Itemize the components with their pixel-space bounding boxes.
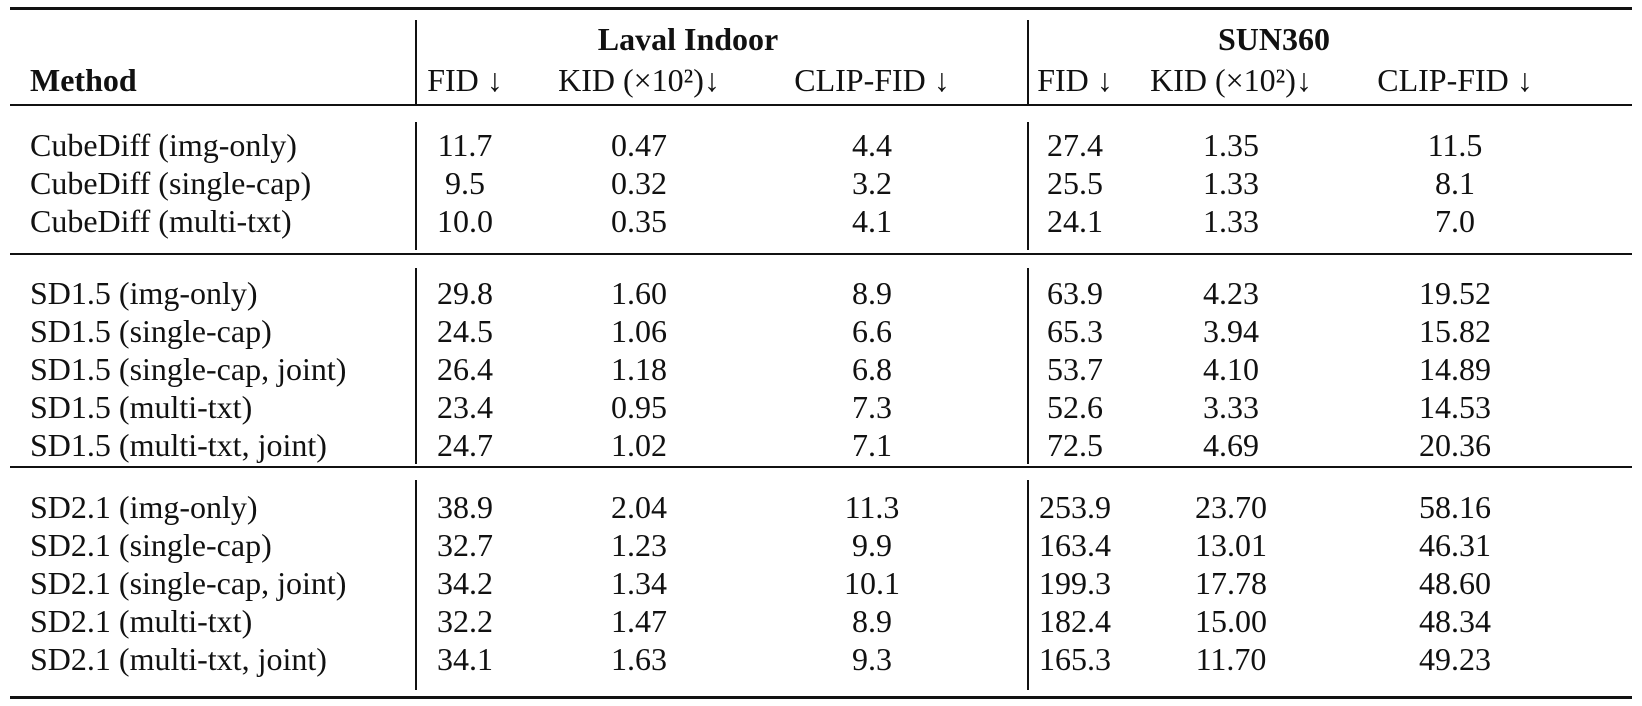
metric-value: 1.33 (1203, 203, 1259, 239)
metric-value: 65.3 (1047, 313, 1103, 349)
method-name: SD2.1 (single-cap) (30, 527, 272, 563)
metric-value: 32.7 (437, 527, 493, 563)
method-name: SD2.1 (multi-txt) (30, 603, 253, 639)
metric-value: 14.89 (1419, 351, 1491, 387)
metric-value: 29.8 (437, 275, 493, 311)
metric-value: 199.3 (1039, 565, 1111, 601)
metric-value: 0.32 (611, 165, 667, 201)
metric-value: 2.04 (611, 489, 667, 525)
metric-value: 11.5 (1427, 127, 1483, 163)
metric-value: 24.7 (437, 427, 493, 463)
metric-value: 1.35 (1203, 127, 1259, 163)
column-header: FID ↓ (427, 62, 503, 98)
column-header: KID (×10²)↓ (558, 62, 720, 98)
method-name: CubeDiff (multi-txt) (30, 203, 292, 239)
header-rule (10, 104, 1632, 106)
metric-value: 1.23 (611, 527, 667, 563)
metric-value: 25.5 (1047, 165, 1103, 201)
group-header: Laval Indoor (597, 21, 779, 57)
laval-separator (415, 122, 417, 250)
metric-value: 20.36 (1419, 427, 1491, 463)
sun360-separator (1027, 20, 1029, 104)
metric-value: 27.4 (1047, 127, 1103, 163)
metric-value: 9.3 (852, 641, 892, 677)
sun360-separator (1027, 480, 1029, 690)
metric-value: 4.4 (852, 127, 892, 163)
metric-value: 13.01 (1195, 527, 1267, 563)
metric-value: 6.8 (852, 351, 892, 387)
column-header: CLIP-FID ↓ (794, 62, 950, 98)
metric-value: 0.47 (611, 127, 667, 163)
metric-value: 38.9 (437, 489, 493, 525)
metric-value: 1.06 (611, 313, 667, 349)
metric-value: 14.53 (1419, 389, 1491, 425)
metric-value: 163.4 (1039, 527, 1111, 563)
metric-value: 58.16 (1419, 489, 1491, 525)
section-rule (10, 466, 1632, 468)
metric-value: 3.2 (852, 165, 892, 201)
metric-value: 46.31 (1419, 527, 1491, 563)
metric-value: 24.5 (437, 313, 493, 349)
column-header: KID (×10²)↓ (1150, 62, 1312, 98)
method-name: CubeDiff (single-cap) (30, 165, 312, 201)
metric-value: 0.35 (611, 203, 667, 239)
metric-value: 6.6 (852, 313, 892, 349)
sun360-separator (1027, 122, 1029, 250)
metric-value: 11.70 (1195, 641, 1267, 677)
metric-value: 0.95 (611, 389, 667, 425)
section-rule (10, 253, 1632, 255)
metric-value: 10.0 (437, 203, 493, 239)
method-name: SD2.1 (multi-txt, joint) (30, 641, 327, 677)
metric-value: 4.23 (1203, 275, 1259, 311)
laval-separator (415, 20, 417, 104)
metric-value: 19.52 (1419, 275, 1491, 311)
group-header: SUN360 (1217, 21, 1331, 57)
metric-value: 8.9 (852, 275, 892, 311)
column-header: CLIP-FID ↓ (1377, 62, 1533, 98)
metric-value: 49.23 (1419, 641, 1491, 677)
metric-value: 11.3 (844, 489, 900, 525)
method-header: Method (30, 62, 137, 98)
metric-value: 24.1 (1047, 203, 1103, 239)
metric-value: 34.1 (437, 641, 493, 677)
method-name: SD1.5 (single-cap, joint) (30, 351, 347, 387)
metric-value: 3.94 (1203, 313, 1259, 349)
metric-value: 53.7 (1047, 351, 1103, 387)
metric-value: 1.18 (611, 351, 667, 387)
metric-value: 3.33 (1203, 389, 1259, 425)
metric-value: 1.02 (611, 427, 667, 463)
sun360-separator (1027, 268, 1029, 464)
metric-value: 34.2 (437, 565, 493, 601)
metric-value: 1.33 (1203, 165, 1259, 201)
metric-value: 182.4 (1039, 603, 1111, 639)
metric-value: 10.1 (844, 565, 900, 601)
metric-value: 1.34 (611, 565, 667, 601)
metric-value: 1.60 (611, 275, 667, 311)
metric-value: 52.6 (1047, 389, 1103, 425)
metric-value: 63.9 (1047, 275, 1103, 311)
metric-value: 4.10 (1203, 351, 1259, 387)
metric-value: 4.1 (852, 203, 892, 239)
metric-value: 15.00 (1195, 603, 1267, 639)
metric-value: 1.63 (611, 641, 667, 677)
metric-value: 7.3 (852, 389, 892, 425)
metric-value: 7.1 (852, 427, 892, 463)
top-rule (10, 7, 1632, 10)
metric-value: 7.0 (1435, 203, 1475, 239)
metric-value: 8.1 (1435, 165, 1475, 201)
metric-value: 11.7 (437, 127, 493, 163)
method-name: SD1.5 (single-cap) (30, 313, 272, 349)
laval-separator (415, 268, 417, 464)
column-header: FID ↓ (1037, 62, 1113, 98)
metric-value: 8.9 (852, 603, 892, 639)
metric-value: 9.9 (852, 527, 892, 563)
method-name: SD1.5 (multi-txt) (30, 389, 253, 425)
method-name: SD2.1 (img-only) (30, 489, 258, 525)
metric-value: 17.78 (1195, 565, 1267, 601)
metric-value: 23.70 (1195, 489, 1267, 525)
metric-value: 72.5 (1047, 427, 1103, 463)
metric-value: 9.5 (445, 165, 485, 201)
metric-value: 26.4 (437, 351, 493, 387)
metric-value: 48.34 (1419, 603, 1491, 639)
bottom-rule (10, 696, 1632, 699)
metric-value: 1.47 (611, 603, 667, 639)
metric-value: 253.9 (1039, 489, 1111, 525)
metric-value: 4.69 (1203, 427, 1259, 463)
method-name: SD1.5 (multi-txt, joint) (30, 427, 327, 463)
metric-value: 32.2 (437, 603, 493, 639)
laval-separator (415, 480, 417, 690)
metric-value: 23.4 (437, 389, 493, 425)
metric-value: 48.60 (1419, 565, 1491, 601)
metric-value: 165.3 (1039, 641, 1111, 677)
method-name: CubeDiff (img-only) (30, 127, 297, 163)
method-name: SD1.5 (img-only) (30, 275, 258, 311)
method-name: SD2.1 (single-cap, joint) (30, 565, 347, 601)
metric-value: 15.82 (1419, 313, 1491, 349)
